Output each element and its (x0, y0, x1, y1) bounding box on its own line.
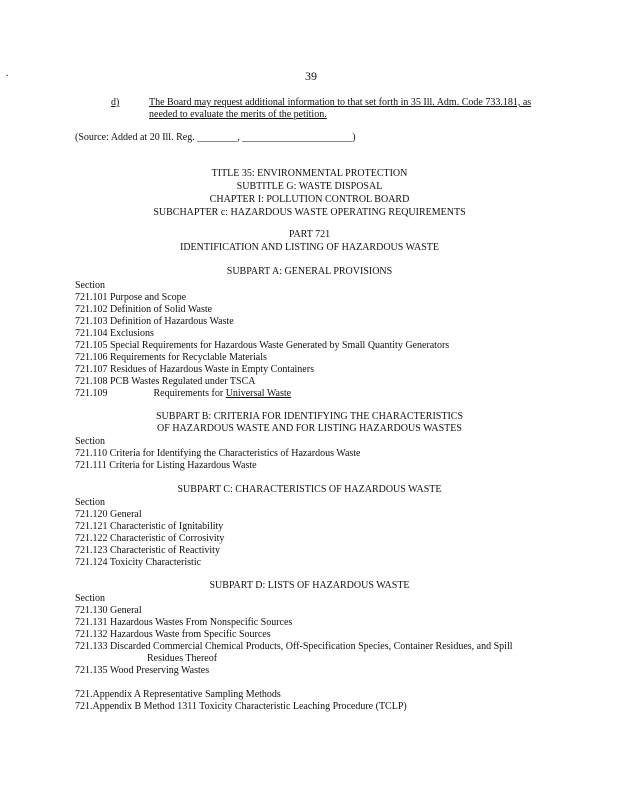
subpart-b-title-line2: OF HAZARDOUS WASTE AND FOR LISTING HAZARDOUS WASTES (157, 423, 462, 434)
subpart-a-section-label: Section (75, 280, 105, 291)
subpart-b-title-line1: SUBPART B: CRITERIA FOR IDENTIFYING THE CHARACTERISTICS (155, 411, 464, 422)
toc-entry: 721.101 Purpose and Scope (75, 292, 187, 303)
part-heading: PART 721 (288, 229, 331, 240)
toc-entry: 721.104 Exclusions (75, 328, 154, 339)
margin-mark: . (6, 68, 9, 79)
toc-entry: 721.130 General (75, 605, 142, 616)
subpart-c-title: SUBPART C: CHARACTERISTICS OF HAZARDOUS WASTE (177, 484, 442, 495)
toc-entry-new-text: Universal Waste (225, 388, 292, 399)
toc-entry-text: Requirements for (153, 388, 226, 399)
page-number: 39 (305, 69, 317, 83)
item-d-line2: needed to evaluate the merits of the petition. (149, 109, 327, 120)
toc-entry: 721.123 Characteristic of Reactivity (75, 545, 220, 556)
item-d-line1: The Board may request additional information to that set forth in 35 Ill. Adm. Code 733.181, as (149, 97, 532, 108)
toc-entry-continuation: Residues Thereof (147, 653, 218, 664)
toc-entry: 721.103 Definition of Hazardous Waste (75, 316, 234, 327)
toc-entry: 721.131 Hazardous Wastes From Nonspecific Sources (75, 617, 293, 628)
toc-entry: 721.110 Criteria for Identifying the Characteristics of Hazardous Waste (75, 448, 361, 459)
toc-entry: 721.107 Residues of Hazardous Waste in Empty Containers (75, 364, 314, 375)
toc-entry: 721.106 Requirements for Recyclable Materials (75, 352, 267, 363)
source-note: (Source: Added at 20 Ill. Reg. ________, ______________________) (75, 132, 356, 143)
toc-entry: 721.135 Wood Preserving Wastes (75, 665, 210, 676)
toc-entry-721-109 (75, 388, 291, 400)
toc-entry: 721.133 Discarded Commercial Chemical Products, Off-Specification Species, Container Residues, and Spill (75, 641, 513, 652)
toc-entry: 721.121 Characteristic of Ignitability (75, 521, 224, 532)
toc-entry: 721.108 PCB Wastes Regulated under TSCA (75, 376, 256, 387)
toc-entry: 721.122 Characteristic of Corrosivity (75, 533, 225, 544)
subpart-b-section-label: Section (75, 436, 105, 447)
title-heading: TITLE 35: ENVIRONMENTAL PROTECTION (211, 168, 408, 179)
appendix-entry: 721.Appendix A Representative Sampling Methods (75, 689, 281, 700)
appendix-entry: 721.Appendix B Method 1311 Toxicity Characteristic Leaching Procedure (TCLP) (75, 701, 407, 712)
subpart-a-title: SUBPART A: GENERAL PROVISIONS (226, 266, 393, 277)
toc-entry: 721.124 Toxicity Characteristic (75, 557, 202, 568)
toc-entry: 721.102 Definition of Solid Waste (75, 304, 213, 315)
toc-entry: 721.111 Criteria for Listing Hazardous Waste (75, 460, 257, 471)
item-d-label: d) (111, 97, 120, 108)
subpart-d-title: SUBPART D: LISTS OF HAZARDOUS WASTE (209, 580, 410, 591)
subpart-c-section-label: Section (75, 497, 105, 508)
toc-entry: 721.120 General (75, 509, 142, 520)
toc-entry: 721.132 Hazardous Waste from Specific Sources (75, 629, 271, 640)
chapter-heading: CHAPTER I: POLLUTION CONTROL BOARD (209, 194, 410, 205)
part-title: IDENTIFICATION AND LISTING OF HAZARDOUS WASTE (180, 242, 439, 253)
subtitle-heading: SUBTITLE G: WASTE DISPOSAL (236, 181, 383, 192)
subpart-d-section-label: Section (75, 593, 105, 604)
subchapter-heading: SUBCHAPTER c: HAZARDOUS WASTE OPERATING REQUIREMENTS (153, 207, 466, 218)
toc-entry: 721.105 Special Requirements for Hazardous Waste Generated by Small Quantity Generators (75, 340, 450, 351)
toc-entry-number: 721.109 (75, 388, 108, 399)
